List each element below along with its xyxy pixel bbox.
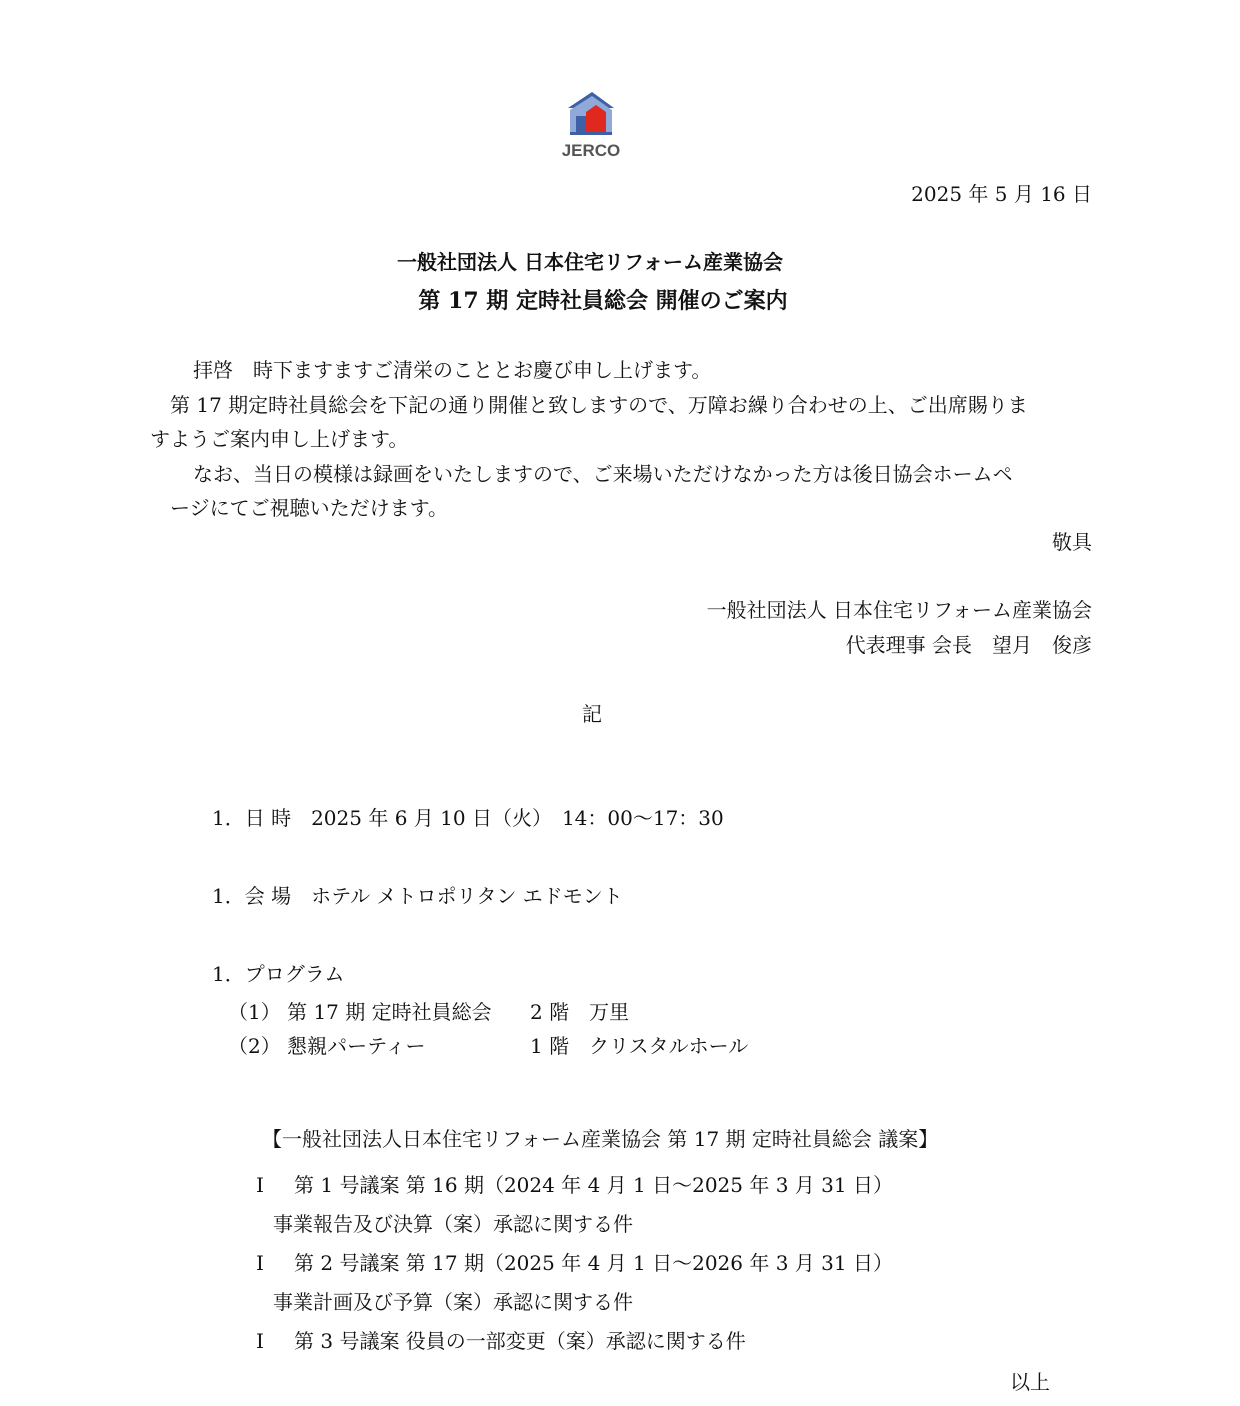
closing-word: 敬具 xyxy=(1052,530,1092,554)
agenda-subtitle: 事業計画及び予算（案）承認に関する件 xyxy=(273,1290,633,1314)
agenda-number: Ⅰ xyxy=(256,1173,264,1197)
agenda-subtitle: 事業報告及び決算（案）承認に関する件 xyxy=(273,1212,633,1236)
invitation-paragraph-line-1: 第 17 期定時社員総会を下記の通り開催と致しますので、万障お繰り合わせの上、ご出席賜りま xyxy=(170,393,1028,417)
greeting-paragraph: 拝啓 時下ますますご清栄のこととお慶び申し上げます。 xyxy=(193,358,712,382)
jerco-logo xyxy=(556,88,626,160)
program-row xyxy=(228,999,630,1025)
program-place: 1 階 クリスタルホール xyxy=(530,1034,749,1058)
notes-marker: 記 xyxy=(582,702,602,726)
issue-date: 2025 年 5 月 16 日 xyxy=(911,182,1092,206)
program-label: （2） 懇親パーティー xyxy=(228,1034,426,1058)
logo-text: JERCO xyxy=(561,141,621,160)
program-row xyxy=(228,1033,749,1059)
recording-paragraph-line-2: ージにてご視聴いただけます。 xyxy=(170,496,448,520)
agenda-heading: 【一般社団法人日本住宅リフォーム産業協会 第 17 期 定時社員総会 議案】 xyxy=(262,1127,939,1151)
agenda-item xyxy=(256,1172,893,1198)
signature-organization: 一般社団法人 日本住宅リフォーム産業協会 xyxy=(706,598,1092,622)
agenda-number: Ⅰ xyxy=(256,1329,264,1353)
organization-title: 一般社団法人 日本住宅リフォーム産業協会 xyxy=(397,250,783,274)
agenda-title: 第 3 号議案 役員の一部変更（案）承認に関する件 xyxy=(294,1329,746,1353)
item-datetime: 1．日 時 2025 年 6 月 10 日（火） 14：00～17：30 xyxy=(212,806,724,830)
agenda-number: Ⅰ xyxy=(256,1251,264,1275)
program-label: （1） 第 17 期 定時社員総会 xyxy=(228,1000,492,1024)
invitation-paragraph-line-2: すようご案内申し上げます。 xyxy=(150,427,409,451)
agenda-title: 第 2 号議案 第 17 期（2025 年 4 月 1 日～2026 年 3 月 31 日） xyxy=(294,1251,893,1275)
item-venue: 1．会 場 ホテル メトロポリタン エドモント xyxy=(212,884,623,908)
item-program: 1．プログラム xyxy=(212,962,345,986)
signature-representative: 代表理事 会長 望月 俊彦 xyxy=(845,633,1092,657)
agenda-item xyxy=(256,1250,893,1276)
agenda-item xyxy=(256,1328,746,1354)
end-marker: 以上 xyxy=(1010,1370,1050,1394)
house-logo-icon xyxy=(556,88,626,160)
program-place: 2 階 万里 xyxy=(530,1000,630,1024)
agenda-title: 第 1 号議案 第 16 期（2024 年 4 月 1 日～2025 年 3 月 31 日） xyxy=(294,1173,893,1197)
event-title: 第 17 期 定時社員総会 開催のご案内 xyxy=(418,288,788,314)
recording-paragraph-line-1: なお、当日の模様は録画をいたしますので、ご来場いただけなかった方は後日協会ホームペ xyxy=(193,462,1013,486)
